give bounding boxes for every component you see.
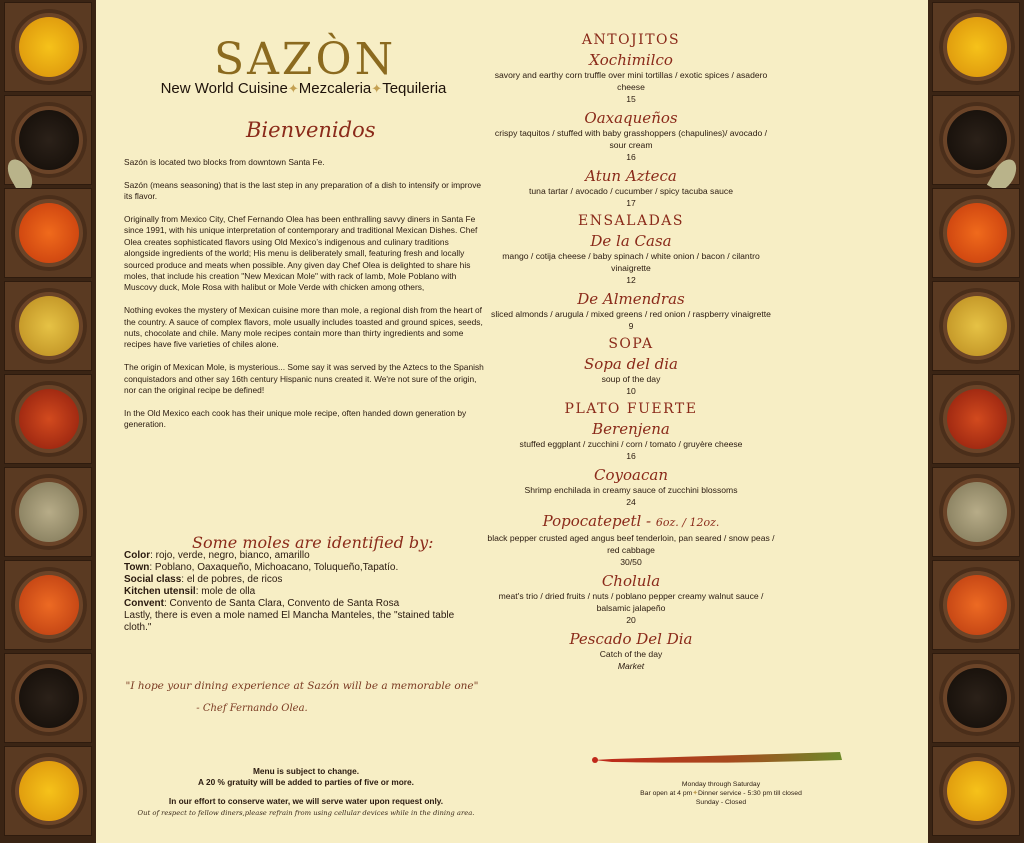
mole-item-value: : Convento de Santa Clara, Convento de Santa Rosa bbox=[164, 598, 400, 609]
moles-list bbox=[124, 550, 484, 634]
dish-description: tuna tartar / avocado / cucumber / spicy tacuba sauce bbox=[529, 186, 733, 196]
turmeric-bowl-image bbox=[932, 746, 1020, 836]
tagline-mezcaleria: Mezcaleria bbox=[298, 80, 372, 97]
dish-item bbox=[486, 355, 776, 397]
dish-name bbox=[486, 512, 776, 532]
herb-bowl-image bbox=[4, 467, 92, 557]
about-paragraph: Sazón (means seasoning) that is the last step in any preparation of a dish to intensify or improve its flavor. bbox=[124, 179, 482, 202]
mole-lastly: Lastly, there is even a mole named El Mancha Manteles, the "stained table cloth." bbox=[124, 610, 455, 633]
tagline bbox=[136, 80, 471, 97]
about-paragraph: Nothing evokes the mystery of Mexican cuisine more than mole, a regional dish from the heart of the country. A sauce of complex flavors, mole usually includes toasted and ground spices, seeds, nuts, chocolate and chile. Many mole recipes contain more than thirty ingredients and some recipes have five varieties of chiles alone. bbox=[124, 305, 483, 350]
hours-closed: Sunday - Closed bbox=[695, 799, 747, 806]
dish-name: Coyoacan bbox=[594, 466, 668, 484]
note-cellphones: Out of respect to fellow diners,please refrain from using cellular devices while in the dining area. bbox=[137, 809, 475, 817]
menu-column bbox=[486, 30, 776, 676]
dish-description: Catch of the day bbox=[599, 649, 663, 659]
mole-item-value: : mole de olla bbox=[195, 586, 256, 597]
dish-price: 16 bbox=[626, 451, 636, 461]
dish-name: Oaxaqueños bbox=[584, 109, 678, 127]
chili-powder-bowl-image bbox=[4, 560, 92, 650]
paprika-bowl-image bbox=[4, 188, 92, 278]
turmeric-bowl-image bbox=[932, 2, 1020, 92]
note-gratuity: A 20 % gratuity will be added to parties of five or more. bbox=[198, 777, 414, 787]
dish-portion-sizes: 6oz. / 12oz. bbox=[655, 516, 720, 529]
mole-item-value: : rojo, verde, negro, bianco, amarillo bbox=[150, 550, 310, 561]
mole-item bbox=[124, 550, 484, 562]
dish-price: 16 bbox=[626, 152, 636, 162]
welcome-heading: Bienvenidos bbox=[246, 118, 376, 142]
dish-price: 20 bbox=[626, 615, 636, 625]
about-paragraph: Sazón is located two blocks from downtown Santa Fe. bbox=[124, 157, 325, 167]
tagline-cuisine: New World Cuisine bbox=[160, 80, 288, 97]
dish-item bbox=[486, 167, 776, 209]
about-paragraph: Originally from Mexico City, Chef Fernando Olea has been enthralling savvy diners in Santa Fe since 1991, with his unique interpretation of contemporary and traditional Mexican Dishes. Chef Olea creates sophisticated flavors using Old Mexico’s indigenous and culinary traditions alongside ingredients of the world; His menu is deliberately small, featuring fresh and locally sourced produce and meats when possible. Any given day Chef Olea is delighted to share his moles, that include his creation "New Mexican Mole" with rack of lamb, Mole Poblano with Muscovy duck, Mole Rosa with halibut or Mole Verde with chicken among others, bbox=[124, 214, 478, 293]
dish-item bbox=[486, 51, 776, 105]
dish-description: savory and earthy corn truffle over mini tortillas / exotic spices / asadero cheese bbox=[494, 70, 768, 92]
moles-heading: Some moles are identified by: bbox=[192, 533, 434, 552]
star-separator-icon: ✦ bbox=[287, 81, 299, 96]
hours-dinner: Dinner service - 5:30 pm till closed bbox=[697, 790, 802, 797]
right-spice-strip bbox=[928, 0, 1024, 843]
dish-item bbox=[486, 466, 776, 508]
section-title-plato-fuerte: PLATO FUERTE bbox=[564, 401, 698, 417]
dish-name: De la Casa bbox=[590, 232, 672, 250]
dish-price: 17 bbox=[626, 198, 636, 208]
dish-name: Berenjena bbox=[592, 420, 670, 438]
mole-item bbox=[124, 598, 484, 610]
dish-name: Pescado Del Dia bbox=[569, 630, 693, 648]
dish-item bbox=[486, 512, 776, 568]
dish-description: stuffed eggplant / zucchini / corn / tomato / gruyère cheese bbox=[519, 439, 743, 449]
dish-name: Xochimilco bbox=[589, 51, 673, 69]
dish-price: Market bbox=[617, 661, 645, 671]
mole-item-label: Kitchen utensil bbox=[124, 586, 196, 597]
saffron-bowl-image bbox=[4, 374, 92, 464]
dish-description: soup of the day bbox=[601, 374, 661, 384]
mole-item bbox=[124, 574, 484, 586]
dish-price: 12 bbox=[626, 275, 636, 285]
dish-name: De Almendras bbox=[577, 290, 685, 308]
note-water: In our effort to conserve water, we will serve water upon request only. bbox=[168, 796, 444, 806]
dish-item bbox=[486, 109, 776, 163]
dish-price: 15 bbox=[626, 94, 636, 104]
mole-item bbox=[124, 562, 484, 574]
dish-item bbox=[486, 630, 776, 672]
dish-price: 24 bbox=[626, 497, 636, 507]
peppercorn-bowl-image bbox=[4, 653, 92, 743]
section-title-ensaladas: ENSALADAS bbox=[577, 213, 684, 229]
dish-item bbox=[486, 420, 776, 462]
dish-description: sliced almonds / arugula / mixed greens / red onion / raspberry vinaigrette bbox=[491, 309, 771, 319]
menu-notes bbox=[116, 766, 496, 807]
star-separator-icon: ✦ bbox=[692, 790, 698, 797]
dish-description: Shrimp enchilada in creamy sauce of zucchini blossoms bbox=[524, 485, 738, 495]
dish-name-text: Popocatepetl - bbox=[542, 512, 656, 530]
curry-bowl-image bbox=[4, 281, 92, 371]
mole-item-value: : Poblano, Oaxaqueño, Michoacano, Toluqueño,Tapatío. bbox=[149, 562, 399, 573]
about-text bbox=[124, 157, 484, 442]
dish-name: Sopa del dia bbox=[583, 355, 678, 373]
herb-bowl-image bbox=[932, 467, 1020, 557]
mole-item-value: : el de pobres, de ricos bbox=[181, 574, 283, 585]
dish-description: black pepper crusted aged angus beef tenderloin, pan seared / snow peas / red cabbage bbox=[487, 533, 775, 555]
turmeric-bowl-image bbox=[4, 2, 92, 92]
left-spice-strip bbox=[0, 0, 96, 843]
saffron-bowl-image bbox=[932, 374, 1020, 464]
curry-bowl-image bbox=[932, 281, 1020, 371]
mole-item-label: Color bbox=[124, 550, 151, 561]
peppercorn-bowl-image bbox=[932, 653, 1020, 743]
restaurant-logo: SAZÒN bbox=[214, 34, 397, 85]
dish-item bbox=[486, 232, 776, 286]
chili-powder-bowl-image bbox=[932, 560, 1020, 650]
dish-description: mango / cotija cheese / baby spinach / white onion / bacon / cilantro vinaigrette bbox=[502, 251, 760, 273]
star-separator-icon: ✦ bbox=[371, 81, 383, 96]
hours-bar: Bar open at 4 pm bbox=[640, 790, 693, 797]
chef-quote: "I hope your dining experience at Sazón will be a memorable one" bbox=[125, 680, 479, 692]
dish-price: 30/50 bbox=[620, 557, 642, 567]
mole-item bbox=[124, 586, 484, 598]
about-paragraph: In the Old Mexico each cook has their unique mole recipe, often handed down generation by generation. bbox=[124, 407, 467, 430]
dish-description: crispy taquitos / stuffed with baby grasshoppers (chapulines)/ avocado / sour cream bbox=[494, 128, 768, 150]
section-title-sopa: SOPA bbox=[608, 336, 654, 352]
tagline-tequileria: Tequileria bbox=[382, 80, 447, 97]
hours-info bbox=[596, 780, 846, 807]
dish-price: 10 bbox=[626, 386, 636, 396]
dish-item bbox=[486, 572, 776, 626]
about-paragraph: The origin of Mexican Mole, is mysterious... Some say it was served by the Aztecs to the Spanish conquistadors and other say 16th century Hispanic nuns created it. We're not sure of the origin, nor can the original recipe be defined! bbox=[124, 362, 484, 396]
mole-item-label: Convent bbox=[124, 598, 164, 609]
dish-price: 9 bbox=[628, 321, 634, 331]
chef-signature: - Chef Fernando Olea. bbox=[196, 703, 308, 714]
hours-days: Monday through Saturday bbox=[681, 781, 761, 788]
note-menu-change: Menu is subject to change. bbox=[252, 766, 360, 776]
hours-service bbox=[596, 789, 846, 798]
mole-item-label: Social class bbox=[124, 574, 182, 585]
section-title-antojitos: ANTOJITOS bbox=[581, 32, 681, 48]
brush-stroke-divider bbox=[592, 750, 842, 766]
dish-description: meat's trio / dried fruits / nuts / poblano pepper creamy walnut sauce / balsamic jalapeño bbox=[498, 591, 764, 613]
dish-name: Cholula bbox=[601, 572, 661, 590]
dish-item bbox=[486, 290, 776, 332]
mole-item-label: Town bbox=[124, 562, 150, 573]
dish-name: Atun Azteca bbox=[585, 167, 677, 185]
turmeric-bowl-image bbox=[4, 746, 92, 836]
paprika-bowl-image bbox=[932, 188, 1020, 278]
